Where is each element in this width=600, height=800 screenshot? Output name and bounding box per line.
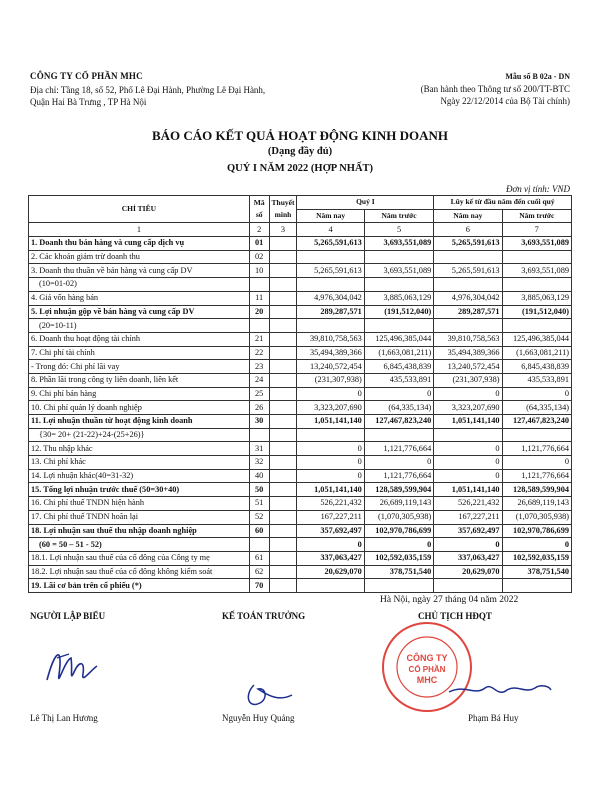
row-label: 4. Giá vốn hàng bán <box>29 291 250 305</box>
quarter-last-year-value: 3,885,063,129 <box>364 291 433 305</box>
table-row <box>29 415 572 429</box>
ytd-this-year-value: (231,307,938) <box>434 373 502 387</box>
row-note <box>269 401 297 415</box>
role-preparer: NGƯỜI LẬP BIỂU <box>30 611 106 621</box>
row-label: 1. Doanh thu bán hàng và cung cấp dịch vụ <box>29 237 250 251</box>
row-code: 31 <box>249 442 269 456</box>
seal-line-2: CỔ PHẦN <box>408 665 446 674</box>
role-chairman: CHỦ TỊCH HĐQT <box>418 611 492 621</box>
table-row <box>29 360 572 374</box>
seal-line-3: MHC <box>416 675 438 685</box>
ytd-this-year-value: 1,051,141,140 <box>434 483 502 497</box>
row-label: 10. Chi phí quản lý doanh nghiệp <box>29 401 250 415</box>
ytd-this-year-value: 39,810,758,563 <box>434 332 502 346</box>
row-label: 17. Chi phí thuế TNDN hoãn lại <box>29 510 250 524</box>
quarter-last-year-value: 1,121,776,664 <box>364 442 433 456</box>
table-row <box>29 456 572 470</box>
table-row <box>29 469 572 483</box>
table-row <box>29 305 572 319</box>
signing-date: Hà Nội, ngày 27 tháng 04 năm 2022 <box>380 595 519 605</box>
quarter-last-year-value: 435,533,891 <box>364 373 433 387</box>
quarter-this-year-value <box>297 579 364 593</box>
ytd-last-year-value: 102,970,786,699 <box>502 524 571 538</box>
table-row <box>29 551 572 565</box>
row-note <box>269 442 297 456</box>
quarter-last-year-value <box>364 579 433 593</box>
quarter-last-year-value: 102,592,035,159 <box>364 551 433 565</box>
form-code: Mẫu số B 02a - DN <box>505 72 570 81</box>
ytd-this-year-value: 0 <box>434 469 502 483</box>
ytd-this-year-value: 357,692,497 <box>434 524 502 538</box>
quarter-this-year-value: 289,287,571 <box>297 305 364 319</box>
row-note <box>269 483 297 497</box>
ytd-last-year-value: 378,751,540 <box>502 565 571 579</box>
ytd-this-year-value: 167,227,211 <box>434 510 502 524</box>
row-code: 51 <box>249 497 269 511</box>
quarter-this-year-value: 0 <box>297 442 364 456</box>
row-note <box>269 524 297 538</box>
row-label: 16. Chi phí thuế TNDN hiện hành <box>29 497 250 511</box>
quarter-last-year-value: 0 <box>364 456 433 470</box>
row-label: 14. Lợi nhuận khác(40=31-32) <box>29 469 250 483</box>
row-note <box>269 250 297 264</box>
row-note <box>269 346 297 360</box>
row-note <box>269 319 297 333</box>
table-row <box>29 497 572 511</box>
quarter-this-year-value: 0 <box>297 456 364 470</box>
row-note <box>269 305 297 319</box>
row-note <box>269 538 297 552</box>
quarter-this-year-value: 39,810,758,563 <box>297 332 364 346</box>
row-note <box>269 456 297 470</box>
name-chairman: Phạm Bá Huy <box>468 713 519 723</box>
row-code: 24 <box>249 373 269 387</box>
table-row <box>29 401 572 415</box>
row-label: 7. Chi phí tài chính <box>29 346 250 360</box>
quarter-last-year-value: 127,467,823,240 <box>364 415 433 429</box>
quarter-this-year-value: 0 <box>297 469 364 483</box>
row-label: 8. Phần lãi trong công ty liên doanh, liên kết <box>29 373 250 387</box>
quarter-last-year-value <box>364 428 433 442</box>
row-code: 20 <box>249 305 269 319</box>
row-label: (10=01-02) <box>29 278 250 292</box>
ytd-this-year-value: 1,051,141,140 <box>434 415 502 429</box>
company-address <box>30 84 265 108</box>
quarter-this-year-value: 0 <box>297 387 364 401</box>
quarter-this-year-value: 337,063,427 <box>297 551 364 565</box>
ytd-last-year-value: (64,335,134) <box>502 401 571 415</box>
row-label: (20=10-11) <box>29 319 250 333</box>
quarter-last-year-value: 3,693,551,089 <box>364 237 433 251</box>
quarter-this-year-value: 0 <box>297 538 364 552</box>
quarter-this-year-value: 35,494,389,366 <box>297 346 364 360</box>
seal-line-1: CÔNG TY <box>406 653 448 663</box>
ytd-this-year-value: 5,265,591,613 <box>434 264 502 278</box>
ytd-this-year-value: 20,629,070 <box>434 565 502 579</box>
ytd-last-year-value: 0 <box>502 538 571 552</box>
report-title: BÁO CÁO KẾT QUẢ HOẠT ĐỘNG KINH DOANH <box>151 128 449 143</box>
table-row <box>29 442 572 456</box>
table-row <box>29 319 572 333</box>
row-code: 32 <box>249 456 269 470</box>
row-code: 22 <box>249 346 269 360</box>
ytd-last-year-value <box>502 579 571 593</box>
table-row <box>29 510 572 524</box>
report-subtitle: (Dạng đầy đủ) <box>267 146 333 157</box>
report-period: QUÝ I NĂM 2022 (HỢP NHẤT) <box>226 163 374 174</box>
row-label: 15. Tổng lợi nhuận trước thuế (50=30+40) <box>29 483 250 497</box>
ytd-last-year-value: 26,689,119,143 <box>502 497 571 511</box>
column-index-row <box>29 223 572 237</box>
ytd-this-year-value: 4,976,304,042 <box>434 291 502 305</box>
quarter-last-year-value: 6,845,438,839 <box>364 360 433 374</box>
ytd-last-year-value: 3,885,063,129 <box>502 291 571 305</box>
ytd-last-year-value: (1,663,081,211) <box>502 346 571 360</box>
quarter-last-year-value <box>364 319 433 333</box>
ytd-this-year-value: 13,240,572,454 <box>434 360 502 374</box>
ytd-last-year-value <box>502 428 571 442</box>
quarter-last-year-value: 26,689,119,143 <box>364 497 433 511</box>
address-line-1: Địa chỉ: Tầng 18, số 52, Phố Lê Đại Hành, Phường Lê Đại Hành, <box>30 85 266 95</box>
table-row <box>29 538 572 552</box>
table-row <box>29 250 572 264</box>
row-code: 61 <box>249 551 269 565</box>
quarter-this-year-value: 20,629,070 <box>297 565 364 579</box>
role-chief-accountant: KẾ TOÁN TRƯỞNG <box>222 611 306 621</box>
row-code: 21 <box>249 332 269 346</box>
row-note <box>269 373 297 387</box>
chairman-signature <box>445 670 555 710</box>
header-item: CHỈ TIÊU <box>29 196 250 223</box>
ytd-this-year-value <box>434 319 502 333</box>
row-label: 5. Lợi nhuận gộp về bán hàng và cung cấp DV <box>29 305 250 319</box>
row-code: 23 <box>249 360 269 374</box>
ytd-this-year-value <box>434 278 502 292</box>
row-note <box>269 291 297 305</box>
header-ytd-last-year: Năm trước <box>502 209 571 223</box>
table-row <box>29 291 572 305</box>
column-index: 1 <box>29 223 250 237</box>
ytd-this-year-value: 0 <box>434 387 502 401</box>
quarter-last-year-value <box>364 278 433 292</box>
quarter-this-year-value: 167,227,211 <box>297 510 364 524</box>
quarter-this-year-value <box>297 250 364 264</box>
row-label: 13. Chi phí khác <box>29 456 250 470</box>
column-index: 3 <box>269 223 297 237</box>
accountant-signature <box>240 675 300 715</box>
row-note <box>269 579 297 593</box>
column-index: 5 <box>364 223 433 237</box>
quarter-last-year-value: 102,970,786,699 <box>364 524 433 538</box>
address-line-2: Quận Hai Bà Trưng , TP Hà Nội <box>30 97 147 107</box>
income-statement-table <box>28 195 572 593</box>
header-ytd-this-year: Năm nay <box>434 209 502 223</box>
row-label: 18.1. Lợi nhuận sau thuế của cổ đông của Công ty mẹ <box>29 551 250 565</box>
ytd-last-year-value: 0 <box>502 387 571 401</box>
table-row <box>29 332 572 346</box>
ytd-last-year-value: 6,845,438,839 <box>502 360 571 374</box>
ytd-this-year-value: 0 <box>434 538 502 552</box>
ytd-last-year-value: 128,589,599,904 <box>502 483 571 497</box>
row-label: 2. Các khoản giảm trừ doanh thu <box>29 250 250 264</box>
quarter-this-year-value: 3,323,207,690 <box>297 401 364 415</box>
row-note <box>269 565 297 579</box>
row-label: 11. Lợi nhuận thuần từ hoạt động kinh doanh <box>29 415 250 429</box>
quarter-last-year-value: (1,663,081,211) <box>364 346 433 360</box>
row-note <box>269 264 297 278</box>
quarter-last-year-value: 3,693,551,089 <box>364 264 433 278</box>
name-preparer: Lê Thị Lan Hương <box>30 713 98 723</box>
row-code: 30 <box>249 415 269 429</box>
row-code: 52 <box>249 510 269 524</box>
row-code: 50 <box>249 483 269 497</box>
quarter-last-year-value: 1,121,776,664 <box>364 469 433 483</box>
row-code: 10 <box>249 264 269 278</box>
quarter-this-year-value: 357,692,497 <box>297 524 364 538</box>
ytd-this-year-value: 526,221,432 <box>434 497 502 511</box>
company-name: CÔNG TY CỔ PHẦN MHC <box>30 71 143 81</box>
header-quarter-this-year: Năm nay <box>297 209 364 223</box>
row-label: {30= 20+ (21-22)+24-(25+26)} <box>29 428 250 442</box>
column-index: 2 <box>249 223 269 237</box>
row-label: 9. Chi phí bán hàng <box>29 387 250 401</box>
quarter-last-year-value: 125,496,385,044 <box>364 332 433 346</box>
row-label: 6. Doanh thu hoạt động tài chính <box>29 332 250 346</box>
table-row <box>29 387 572 401</box>
row-note <box>269 387 297 401</box>
row-note <box>269 415 297 429</box>
table-row <box>29 428 572 442</box>
quarter-last-year-value: 0 <box>364 538 433 552</box>
row-code <box>249 319 269 333</box>
row-code: 26 <box>249 401 269 415</box>
ytd-last-year-value: 435,533,891 <box>502 373 571 387</box>
quarter-last-year-value: 128,589,599,904 <box>364 483 433 497</box>
row-code: 25 <box>249 387 269 401</box>
row-code: 40 <box>249 469 269 483</box>
header-ytd: Lũy kế từ đầu năm đến cuối quý <box>434 196 572 210</box>
row-label: 12. Thu nhập khác <box>29 442 250 456</box>
quarter-this-year-value: (231,307,938) <box>297 373 364 387</box>
ytd-last-year-value: 1,121,776,664 <box>502 469 571 483</box>
quarter-this-year-value: 4,976,304,042 <box>297 291 364 305</box>
column-index: 7 <box>502 223 571 237</box>
row-note <box>269 360 297 374</box>
quarter-this-year-value: 5,265,591,613 <box>297 237 364 251</box>
row-code <box>249 428 269 442</box>
ytd-this-year-value: 289,287,571 <box>434 305 502 319</box>
header-quarter: Quý I <box>297 196 434 210</box>
quarter-last-year-value: 0 <box>364 387 433 401</box>
ytd-this-year-value: 0 <box>434 456 502 470</box>
quarter-this-year-value: 1,051,141,140 <box>297 483 364 497</box>
row-note <box>269 278 297 292</box>
row-code: 02 <box>249 250 269 264</box>
ytd-last-year-value <box>502 319 571 333</box>
row-label: 19. Lãi cơ bản trên cổ phiếu (*) <box>29 579 250 593</box>
ytd-last-year-value: 0 <box>502 456 571 470</box>
ytd-last-year-value <box>502 250 571 264</box>
column-index: 6 <box>434 223 502 237</box>
row-note <box>269 551 297 565</box>
ytd-this-year-value <box>434 579 502 593</box>
table-row <box>29 264 572 278</box>
row-code: 70 <box>249 579 269 593</box>
row-note <box>269 332 297 346</box>
row-note <box>269 428 297 442</box>
row-note <box>269 510 297 524</box>
row-note <box>269 469 297 483</box>
form-note-2: Ngày 22/12/2014 của Bộ Tài chính) <box>440 96 570 106</box>
ytd-last-year-value: 102,592,035,159 <box>502 551 571 565</box>
row-code <box>249 278 269 292</box>
table-row <box>29 483 572 497</box>
ytd-this-year-value <box>434 250 502 264</box>
table-row <box>29 278 572 292</box>
currency-unit: Đơn vị tính: VND <box>505 184 570 194</box>
ytd-this-year-value: 0 <box>434 442 502 456</box>
ytd-last-year-value: 127,467,823,240 <box>502 415 571 429</box>
quarter-this-year-value: 1,051,141,140 <box>297 415 364 429</box>
header-quarter-last-year: Năm trước <box>364 209 433 223</box>
header-code: Mã số <box>249 196 269 223</box>
table-row <box>29 565 572 579</box>
ytd-last-year-value: 125,496,385,044 <box>502 332 571 346</box>
ytd-this-year-value: 337,063,427 <box>434 551 502 565</box>
row-label: - Trong đó: Chi phí lãi vay <box>29 360 250 374</box>
row-code: 62 <box>249 565 269 579</box>
table-row <box>29 237 572 251</box>
quarter-this-year-value <box>297 319 364 333</box>
ytd-this-year-value: 35,494,389,366 <box>434 346 502 360</box>
table-row <box>29 579 572 593</box>
row-note <box>269 497 297 511</box>
ytd-last-year-value: 3,693,551,089 <box>502 237 571 251</box>
row-label: 18. Lợi nhuận sau thuế thu nhập doanh nghiệp <box>29 524 250 538</box>
preparer-signature <box>35 640 105 700</box>
quarter-this-year-value: 526,221,432 <box>297 497 364 511</box>
quarter-this-year-value: 13,240,572,454 <box>297 360 364 374</box>
quarter-this-year-value <box>297 428 364 442</box>
row-note <box>269 237 297 251</box>
quarter-last-year-value: (1,070,305,938) <box>364 510 433 524</box>
quarter-last-year-value: 378,751,540 <box>364 565 433 579</box>
table-row <box>29 373 572 387</box>
name-chief-accountant: Nguyễn Huy Quảng <box>222 713 295 723</box>
ytd-last-year-value: 3,693,551,089 <box>502 264 571 278</box>
row-label: 18.2. Lợi nhuận sau thuế của cổ đông không kiểm soát <box>29 565 250 579</box>
ytd-this-year-value <box>434 428 502 442</box>
table-row <box>29 524 572 538</box>
table-row <box>29 346 572 360</box>
column-index: 4 <box>297 223 364 237</box>
ytd-last-year-value: (1,070,305,938) <box>502 510 571 524</box>
form-note-1: (Ban hành theo Thông tư số 200/TT-BTC <box>420 84 570 94</box>
ytd-this-year-value: 3,323,207,690 <box>434 401 502 415</box>
row-label: 3. Doanh thu thuần về bán hàng và cung cấp DV <box>29 264 250 278</box>
ytd-last-year-value <box>502 278 571 292</box>
quarter-this-year-value <box>297 278 364 292</box>
ytd-last-year-value: (191,512,040) <box>502 305 571 319</box>
quarter-last-year-value: (64,335,134) <box>364 401 433 415</box>
row-code: 01 <box>249 237 269 251</box>
row-code: 60 <box>249 524 269 538</box>
header-note: Thuyết minh <box>269 196 297 223</box>
quarter-last-year-value <box>364 250 433 264</box>
row-code <box>249 538 269 552</box>
ytd-last-year-value: 1,121,776,664 <box>502 442 571 456</box>
quarter-last-year-value: (191,512,040) <box>364 305 433 319</box>
ytd-this-year-value: 5,265,591,613 <box>434 237 502 251</box>
form-reference <box>380 71 570 107</box>
row-label: (60 = 50 – 51 - 52) <box>29 538 250 552</box>
row-code: 11 <box>249 291 269 305</box>
quarter-this-year-value: 5,265,591,613 <box>297 264 364 278</box>
